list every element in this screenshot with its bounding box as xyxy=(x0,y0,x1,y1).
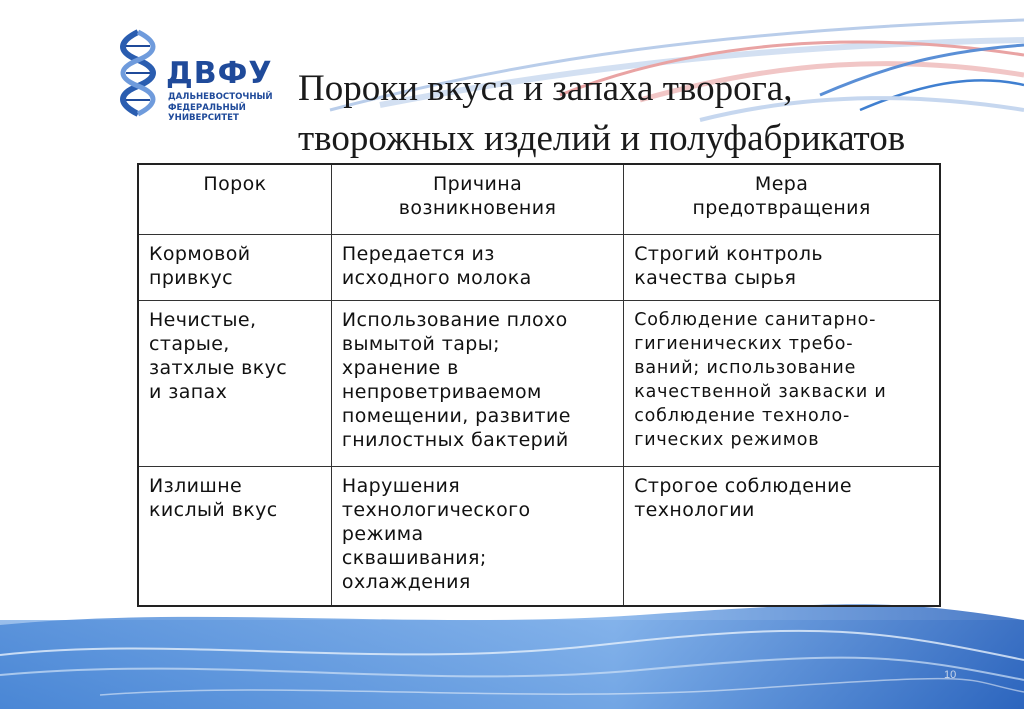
cell-line: кислый вкус xyxy=(149,498,278,521)
cell-line: качества сырья xyxy=(634,266,797,289)
header-text: возникновения xyxy=(398,197,557,219)
logo-name-line: ФЕДЕРАЛЬНЫЙ xyxy=(168,102,246,113)
cause-cell xyxy=(331,300,623,466)
dna-helix-icon xyxy=(108,28,164,123)
cause-cell xyxy=(331,466,623,606)
cell-line: ваний; использование xyxy=(634,357,857,378)
university-logo xyxy=(108,28,273,123)
cell-line: Кормовой xyxy=(149,242,251,265)
cell-line: затхлые вкус xyxy=(149,356,288,379)
table-header-row xyxy=(138,164,940,234)
cell-line: Нечистые, xyxy=(149,308,257,331)
cell-line: гических режимов xyxy=(634,429,820,450)
cell-line: старые, xyxy=(149,332,230,355)
cell-line: и запах xyxy=(149,380,228,403)
vice-cell xyxy=(138,234,331,300)
cell-line: Строгий контроль xyxy=(634,242,823,265)
cell-line: исходного молока xyxy=(341,266,532,289)
cell-line: Нарушения xyxy=(341,474,461,497)
cell-line: Строгое соблюдение xyxy=(634,474,852,497)
slide-title xyxy=(298,64,1018,164)
header-vice xyxy=(138,164,331,234)
cause-cell xyxy=(331,234,623,300)
prevention-cell xyxy=(624,234,940,300)
logo-abbreviation: ДВФУ xyxy=(166,56,273,91)
vice-cell xyxy=(138,300,331,466)
header-text: Порок xyxy=(203,173,267,195)
cell-line: технологического xyxy=(341,498,531,521)
table-row xyxy=(138,300,940,466)
cell-line: сквашивания; xyxy=(341,546,487,569)
cell-line: режима xyxy=(341,522,424,545)
bottom-wave-decoration xyxy=(0,600,1024,709)
logo-name-line: УНИВЕРСИТЕТ xyxy=(168,113,239,123)
cell-line: гигиенических требо- xyxy=(634,333,854,354)
prevention-cell xyxy=(624,300,940,466)
cell-line: соблюдение техноло- xyxy=(634,405,851,426)
cell-line: непроветриваемом xyxy=(341,380,542,403)
table-row xyxy=(138,466,940,606)
cell-line: вымытой тары; xyxy=(341,332,500,355)
page-number: 10 xyxy=(944,669,957,681)
cell-line: Использование плохо xyxy=(341,308,568,331)
title-line-1: Пороки вкуса и запаха творога, xyxy=(298,68,793,109)
cell-line: привкус xyxy=(149,266,233,289)
vice-cell xyxy=(138,466,331,606)
logo-full-name xyxy=(168,92,278,124)
header-text: предотвращения xyxy=(692,197,871,219)
cell-line: хранение в xyxy=(341,356,459,379)
title-line-2: творожных изделий и полуфабрикатов xyxy=(298,118,906,159)
logo-name-line: ДАЛЬНЕВОСТОЧНЫЙ xyxy=(168,92,273,102)
table-row xyxy=(138,234,940,300)
vices-table xyxy=(137,163,941,607)
cell-line: Соблюдение санитарно- xyxy=(634,309,877,330)
cell-line: технологии xyxy=(634,498,755,521)
header-text: Мера xyxy=(754,173,809,195)
header-cause xyxy=(331,164,623,234)
prevention-cell xyxy=(624,466,940,606)
header-text: Причина xyxy=(432,173,523,195)
cell-line: охлаждения xyxy=(341,570,471,593)
cell-line: качественной закваски и xyxy=(634,381,887,402)
cell-line: помещении, развитие xyxy=(341,404,571,427)
header-prevention xyxy=(624,164,940,234)
cell-line: гнилостных бактерий xyxy=(341,428,569,451)
cell-line: Излишне xyxy=(149,474,243,497)
cell-line: Передается из xyxy=(341,242,495,265)
